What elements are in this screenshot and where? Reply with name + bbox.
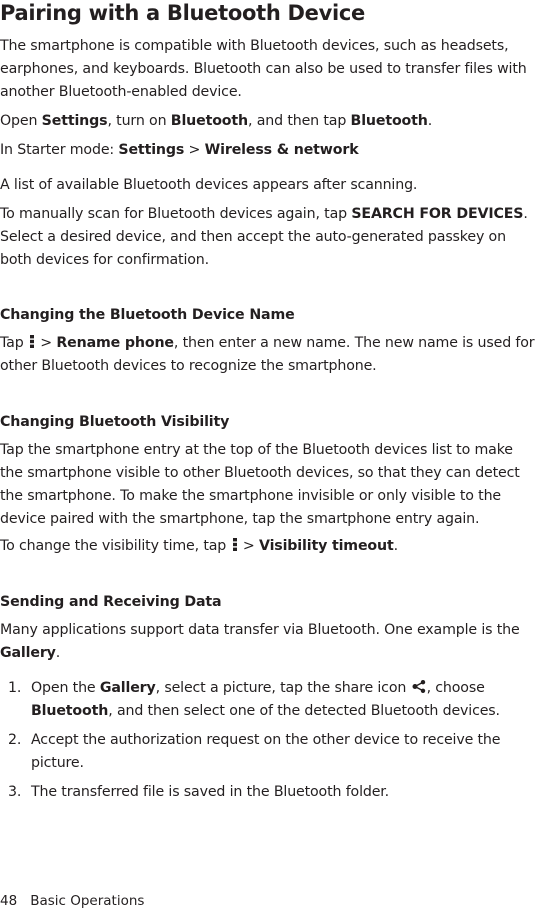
visibility-line-4: device paired with the smartphone, tap the smartphone entry again. <box>0 511 480 527</box>
rename-line-1: Tap > Rename phone, then enter a new name. The new name is used for <box>0 335 535 351</box>
visibility-line-2: the smartphone visible to other Bluetooth devices, so that they can detect <box>0 465 520 481</box>
visibility-timeout-paragraph <box>0 535 398 558</box>
scan-line-3: both devices for confirmation. <box>0 252 209 268</box>
open-settings-line: Open Settings, turn on Bluetooth, and then tap Bluetooth. <box>0 113 433 129</box>
visibility-paragraph <box>0 439 520 531</box>
intro-paragraph <box>0 35 527 104</box>
visibility-timeout-term: Visibility timeout <box>259 538 394 554</box>
gallery-term: Gallery <box>99 680 156 696</box>
section-name: Basic Operations <box>30 893 145 909</box>
bluetooth-term: Bluetooth <box>31 703 109 719</box>
bluetooth-term: Bluetooth <box>170 113 248 129</box>
scan-line-2: Select a desired device, and then accept the auto-generated passkey on <box>0 229 506 245</box>
starter-mode-line: In Starter mode: Settings > Wireless & network <box>0 142 359 158</box>
device-list-paragraph <box>0 174 417 197</box>
rename-paragraph <box>0 332 534 378</box>
rename-phone-term: Rename phone <box>56 335 174 351</box>
step-1-line-2: Bluetooth, and then select one of the detected Bluetooth devices. <box>31 703 500 719</box>
step-2-line-2: picture. <box>31 755 84 771</box>
intro-line-2: earphones, and keyboards. Bluetooth can also be used to transfer files with <box>0 61 527 77</box>
intro-line-3: another Bluetooth-enabled device. <box>0 84 242 100</box>
sending-paragraph <box>0 619 520 665</box>
search-for-devices-term: SEARCH FOR DEVICES <box>351 206 524 222</box>
scan-paragraph <box>0 203 528 272</box>
step-2-line-1: Accept the authorization request on the other device to receive the <box>31 732 501 748</box>
sending-line-1: Many applications support data transfer via Bluetooth. One example is the <box>0 622 520 638</box>
open-settings-paragraph <box>0 110 432 133</box>
list-item-number: 2. <box>8 732 22 748</box>
rename-line-2: other Bluetooth devices to recognize the smartphone. <box>0 358 377 374</box>
bluetooth-term: Bluetooth <box>350 113 428 129</box>
scan-line-1: To manually scan for Bluetooth devices again, tap SEARCH FOR DEVICES. <box>0 206 528 222</box>
list-item-number: 3. <box>8 784 22 800</box>
visibility-heading: Changing Bluetooth Visibility <box>0 414 230 430</box>
sending-heading: Sending and Receiving Data <box>0 594 222 610</box>
gallery-term: Gallery <box>0 645 56 661</box>
intro-line-1: The smartphone is compatible with Bluetooth devices, such as headsets, <box>0 38 509 54</box>
rename-heading: Changing the Bluetooth Device Name <box>0 307 295 323</box>
visibility-line-1: Tap the smartphone entry at the top of the Bluetooth devices list to make <box>0 442 513 458</box>
settings-term: Settings <box>118 142 185 158</box>
visibility-line-3: the smartphone. To make the smartphone invisible or only visible to the <box>0 488 501 504</box>
page-number: 48 <box>0 893 18 909</box>
step-1-line-1: Open the Gallery, select a picture, tap the share icon , choose <box>31 680 485 696</box>
list-item-number: 1. <box>8 680 22 696</box>
step-3-line-1: The transferred file is saved in the Bluetooth folder. <box>31 784 390 800</box>
wireless-network-term: Wireless & network <box>204 142 359 158</box>
share-icon <box>412 680 426 693</box>
settings-term: Settings <box>41 113 108 129</box>
device-list-line: A list of available Bluetooth devices appears after scanning. <box>0 177 418 193</box>
sending-line-2: Gallery. <box>0 645 61 661</box>
visibility-timeout-line: To change the visibility time, tap > Visibility timeout. <box>0 538 398 554</box>
page-title: Pairing with a Bluetooth Device <box>0 1 365 25</box>
page-footer <box>0 891 144 911</box>
vertical-dots-menu-icon <box>30 335 34 348</box>
starter-mode-paragraph <box>0 139 359 162</box>
vertical-dots-menu-icon <box>233 538 237 551</box>
